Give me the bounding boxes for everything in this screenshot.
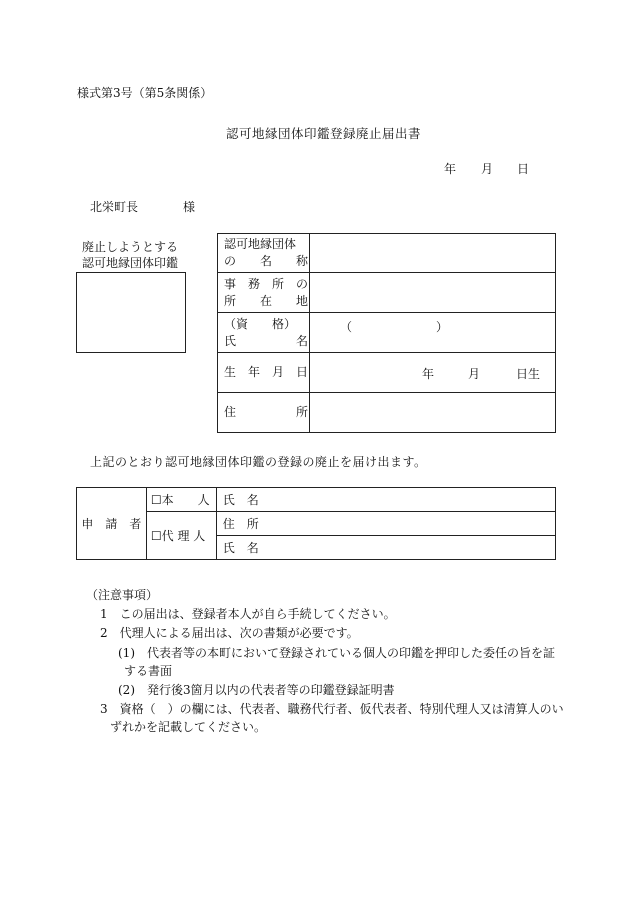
agent-address-field[interactable]	[216, 512, 555, 536]
office-address-field[interactable]	[309, 273, 555, 313]
self-option-text: ☐本 人	[150, 493, 210, 507]
note-2-1b: する書面	[124, 664, 173, 678]
group-info-table	[217, 233, 556, 433]
agent-name-field[interactable]	[216, 536, 555, 560]
applicant-label	[77, 488, 147, 560]
birth-year: 年	[421, 367, 434, 381]
agent-name-label: 氏 名	[222, 541, 259, 555]
form-id: 様式第3号（第5条関係）	[77, 86, 213, 100]
note-3a: 3 資格（ ）の欄には、代表者、職務代行者、仮代表者、特別代理人又は清算人のい	[100, 702, 564, 716]
group-name-label-line2: の 名 称	[224, 254, 309, 268]
qualification-parentheses: （ ）	[339, 320, 448, 334]
self-name-label: 氏 名	[222, 493, 259, 507]
group-name-label	[218, 234, 310, 273]
date-day: 日	[517, 162, 530, 176]
seal-impression-box[interactable]	[76, 272, 186, 353]
group-name-field[interactable]	[309, 234, 555, 273]
agent-option[interactable]	[146, 512, 216, 560]
note-3b: ずれかを記載してください。	[110, 720, 267, 734]
notes-heading: （注意事項）	[86, 588, 159, 602]
self-name-field[interactable]	[216, 488, 555, 512]
address-field[interactable]	[309, 393, 555, 433]
birth-date-field[interactable]	[309, 353, 555, 393]
birth-date-label	[218, 353, 310, 393]
document-title: 認可地縁団体印鑑登録廃止届出書	[226, 126, 422, 141]
note-2-1a: (1) 代表者等の本町において登録されている個人の印鑑を押印した委任の旨を証	[118, 646, 556, 660]
date-year: 年	[444, 162, 457, 176]
representative-field[interactable]	[309, 313, 555, 353]
addressee-honorific: 様	[183, 200, 196, 214]
applicant-table	[76, 487, 556, 560]
address-label	[218, 393, 310, 433]
note-1: 1 この届出は、登録者本人が自ら手続してください。	[100, 607, 396, 621]
agent-address-label: 住 所	[222, 517, 259, 531]
seal-label-line2: 認可地縁団体印鑑	[82, 256, 179, 270]
office-label-line1: 事 務 所 の	[224, 276, 309, 291]
agent-option-text: ☐代 理 人	[150, 529, 206, 543]
address-label-text: 住 所	[224, 405, 309, 419]
group-name-label-line1: 認可地縁団体	[224, 237, 297, 251]
representative-label	[218, 313, 310, 353]
statement: 上記のとおり認可地縁団体印鑑の登録の廃止を届け出ます。	[90, 455, 427, 469]
office-label-line2: 所 在 地	[224, 293, 309, 308]
self-option[interactable]	[146, 488, 216, 512]
representative-label-line2: 氏 名	[224, 333, 309, 348]
applicant-label-text: 申 請 者	[81, 517, 142, 531]
representative-label-line1: （資 格）	[224, 316, 297, 331]
office-label	[218, 273, 310, 313]
seal-label-line1: 廃止しようとする	[82, 240, 179, 254]
birth-day: 日生	[515, 367, 540, 381]
birth-date-label-text: 生 年 月 日	[224, 365, 309, 379]
birth-month: 月	[467, 367, 480, 381]
addressee-name: 北栄町長	[90, 200, 139, 214]
note-2-2: (2) 発行後3箇月以内の代表者等の印鑑登録証明書	[118, 683, 395, 697]
date-month: 月	[481, 162, 494, 176]
note-2: 2 代理人による届出は、次の書類が必要です。	[100, 626, 359, 640]
